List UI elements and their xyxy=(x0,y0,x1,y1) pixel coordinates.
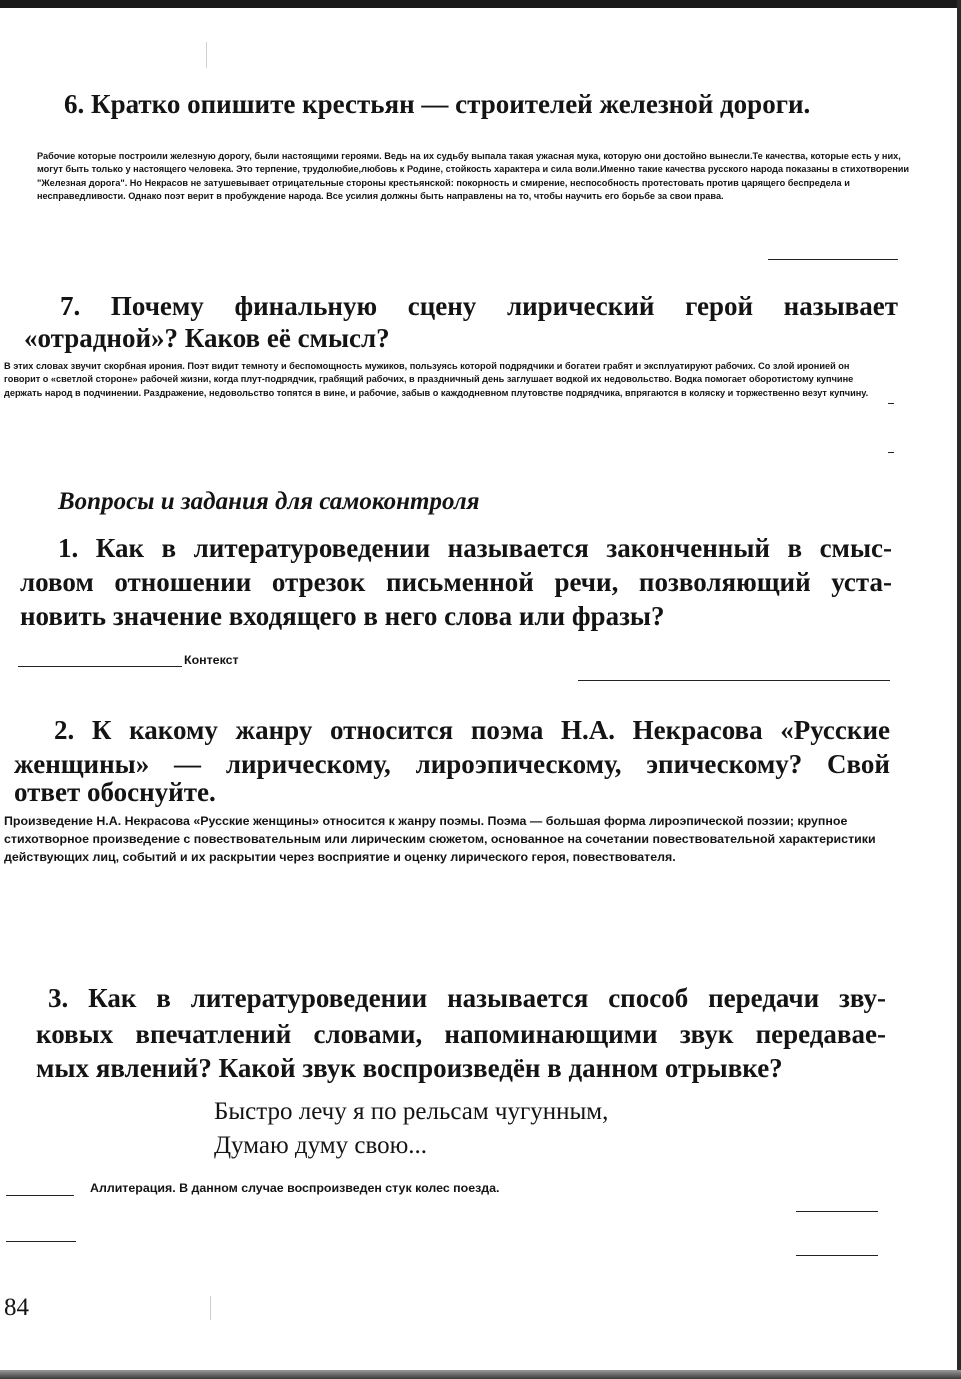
scan-bottom-edge xyxy=(0,1370,961,1379)
self-check-q2-line2: женщины» — лирическому, лироэпическому, эпическому? Свой xyxy=(14,749,890,779)
answer-line xyxy=(18,666,182,667)
answer-line xyxy=(578,680,890,681)
self-check-q2-line1: 2. К какому жанру относится поэма Н.А. Некрасова «Русские xyxy=(54,715,890,745)
answer-line xyxy=(888,452,894,453)
scan-right-edge xyxy=(957,0,961,1379)
answer-line xyxy=(796,1255,878,1256)
answer-line xyxy=(796,1211,878,1212)
poem-line-1: Быстро лечу я по рельсам чугунным, xyxy=(214,1098,609,1125)
poem-line-2: Думаю думу свою... xyxy=(214,1132,428,1159)
answer-line xyxy=(6,1195,74,1196)
answer-line xyxy=(768,259,898,260)
question-7-answer: В этих словах звучит скорбная ирония. Поэт видит темноту и беспомощность мужиков, пользуясь которой подрядчики и богатеи грабят и эксплуатируют рабочих. Со злой иронией он говорит о «светлой стороне» рабочей жизни, когда плут-подрядчик, грабящий рабочих, в праздничный день заглушает водкой их недовольство. Водка помогает оборотистому купчине держать народ в подчинении. Раздражение, недовольство топятся в вине, и рабочие, забыв о каждодневном плутовстве подрядчика, впрягаются в коляску и торжественно везут купчину. xyxy=(4,361,869,398)
scan-top-edge xyxy=(0,0,961,8)
self-check-q2-line3: ответ обоснуйте. xyxy=(14,777,216,807)
self-check-q1-line2: ловом отношении отрезок письменной речи, позволяющий уста- xyxy=(20,567,892,597)
question-6-title: 6. Кратко опишите крестьян — строителей железной дороги. xyxy=(64,89,811,119)
scan-mark xyxy=(210,1296,211,1320)
scan-mark xyxy=(206,42,207,68)
question-7-title-line2: «отрадной»? Каков её смысл? xyxy=(24,323,390,353)
self-check-q3-line3: мых явлений? Какой звук воспроизведён в данном отрывке? xyxy=(36,1053,783,1083)
question-6-answer: Рабочие которые построили железную дорогу, были настоящими героями. Ведь на их судьбу выпала такая ужасная мука, которую они достойно вынесли.Те качества, которые есть у них, могут быть только у настоящего человека. Это терпение, трудолюбие,любовь к Родине, стойкость характера и сила воли.Именно такие качества русского народа показаны в стихотворении "Железная дорога". Но Некрасов не затушевывает отрицательные стороны крестьянской: покорность и смирение, неспособность протестовать против царящего беспредела и несправедливости. Однако поэт верит в пробуждение народа. Все усилия должны быть направлены на то, чтобы научить его борьбе за свои права. xyxy=(37,151,910,201)
self-check-q3-line2: ковых впечатлений словами, напоминающими звук передавае- xyxy=(36,1019,886,1049)
question-7-title-line1: 7. Почему финальную сцену лирический герой называет xyxy=(60,291,898,321)
self-check-q3-line1: 3. Как в литературоведении называется способ передачи зву- xyxy=(48,983,886,1013)
self-check-q1-line1: 1. Как в литературоведении называется законченный в смыс- xyxy=(58,533,892,563)
answer-line xyxy=(6,1241,76,1242)
answer-line xyxy=(888,403,894,404)
self-check-heading: Вопросы и задания для самоконтроля xyxy=(58,488,480,515)
self-check-q1-line3: новить значение входящего в него слова или фразы? xyxy=(20,601,665,631)
page-number: 84 xyxy=(4,1294,29,1321)
self-check-q2-answer: Произведение Н.А. Некрасова «Русские женщины» относится к жанру поэмы. Поэма — большая форма лироэпической поэзии; крупное стихотворное произведение с повествовательным или лирическим сюжетом, основанное на сочетании повествовательной характеристики действующих лиц, событий и их раскрытии через восприятие и оценку лирического героя, повествователя. xyxy=(4,814,876,864)
self-check-q1-answer: Контекст xyxy=(184,653,239,667)
self-check-q3-answer: Аллитерация. В данном случае воспроизведен стук колес поезда. xyxy=(90,1181,500,1195)
